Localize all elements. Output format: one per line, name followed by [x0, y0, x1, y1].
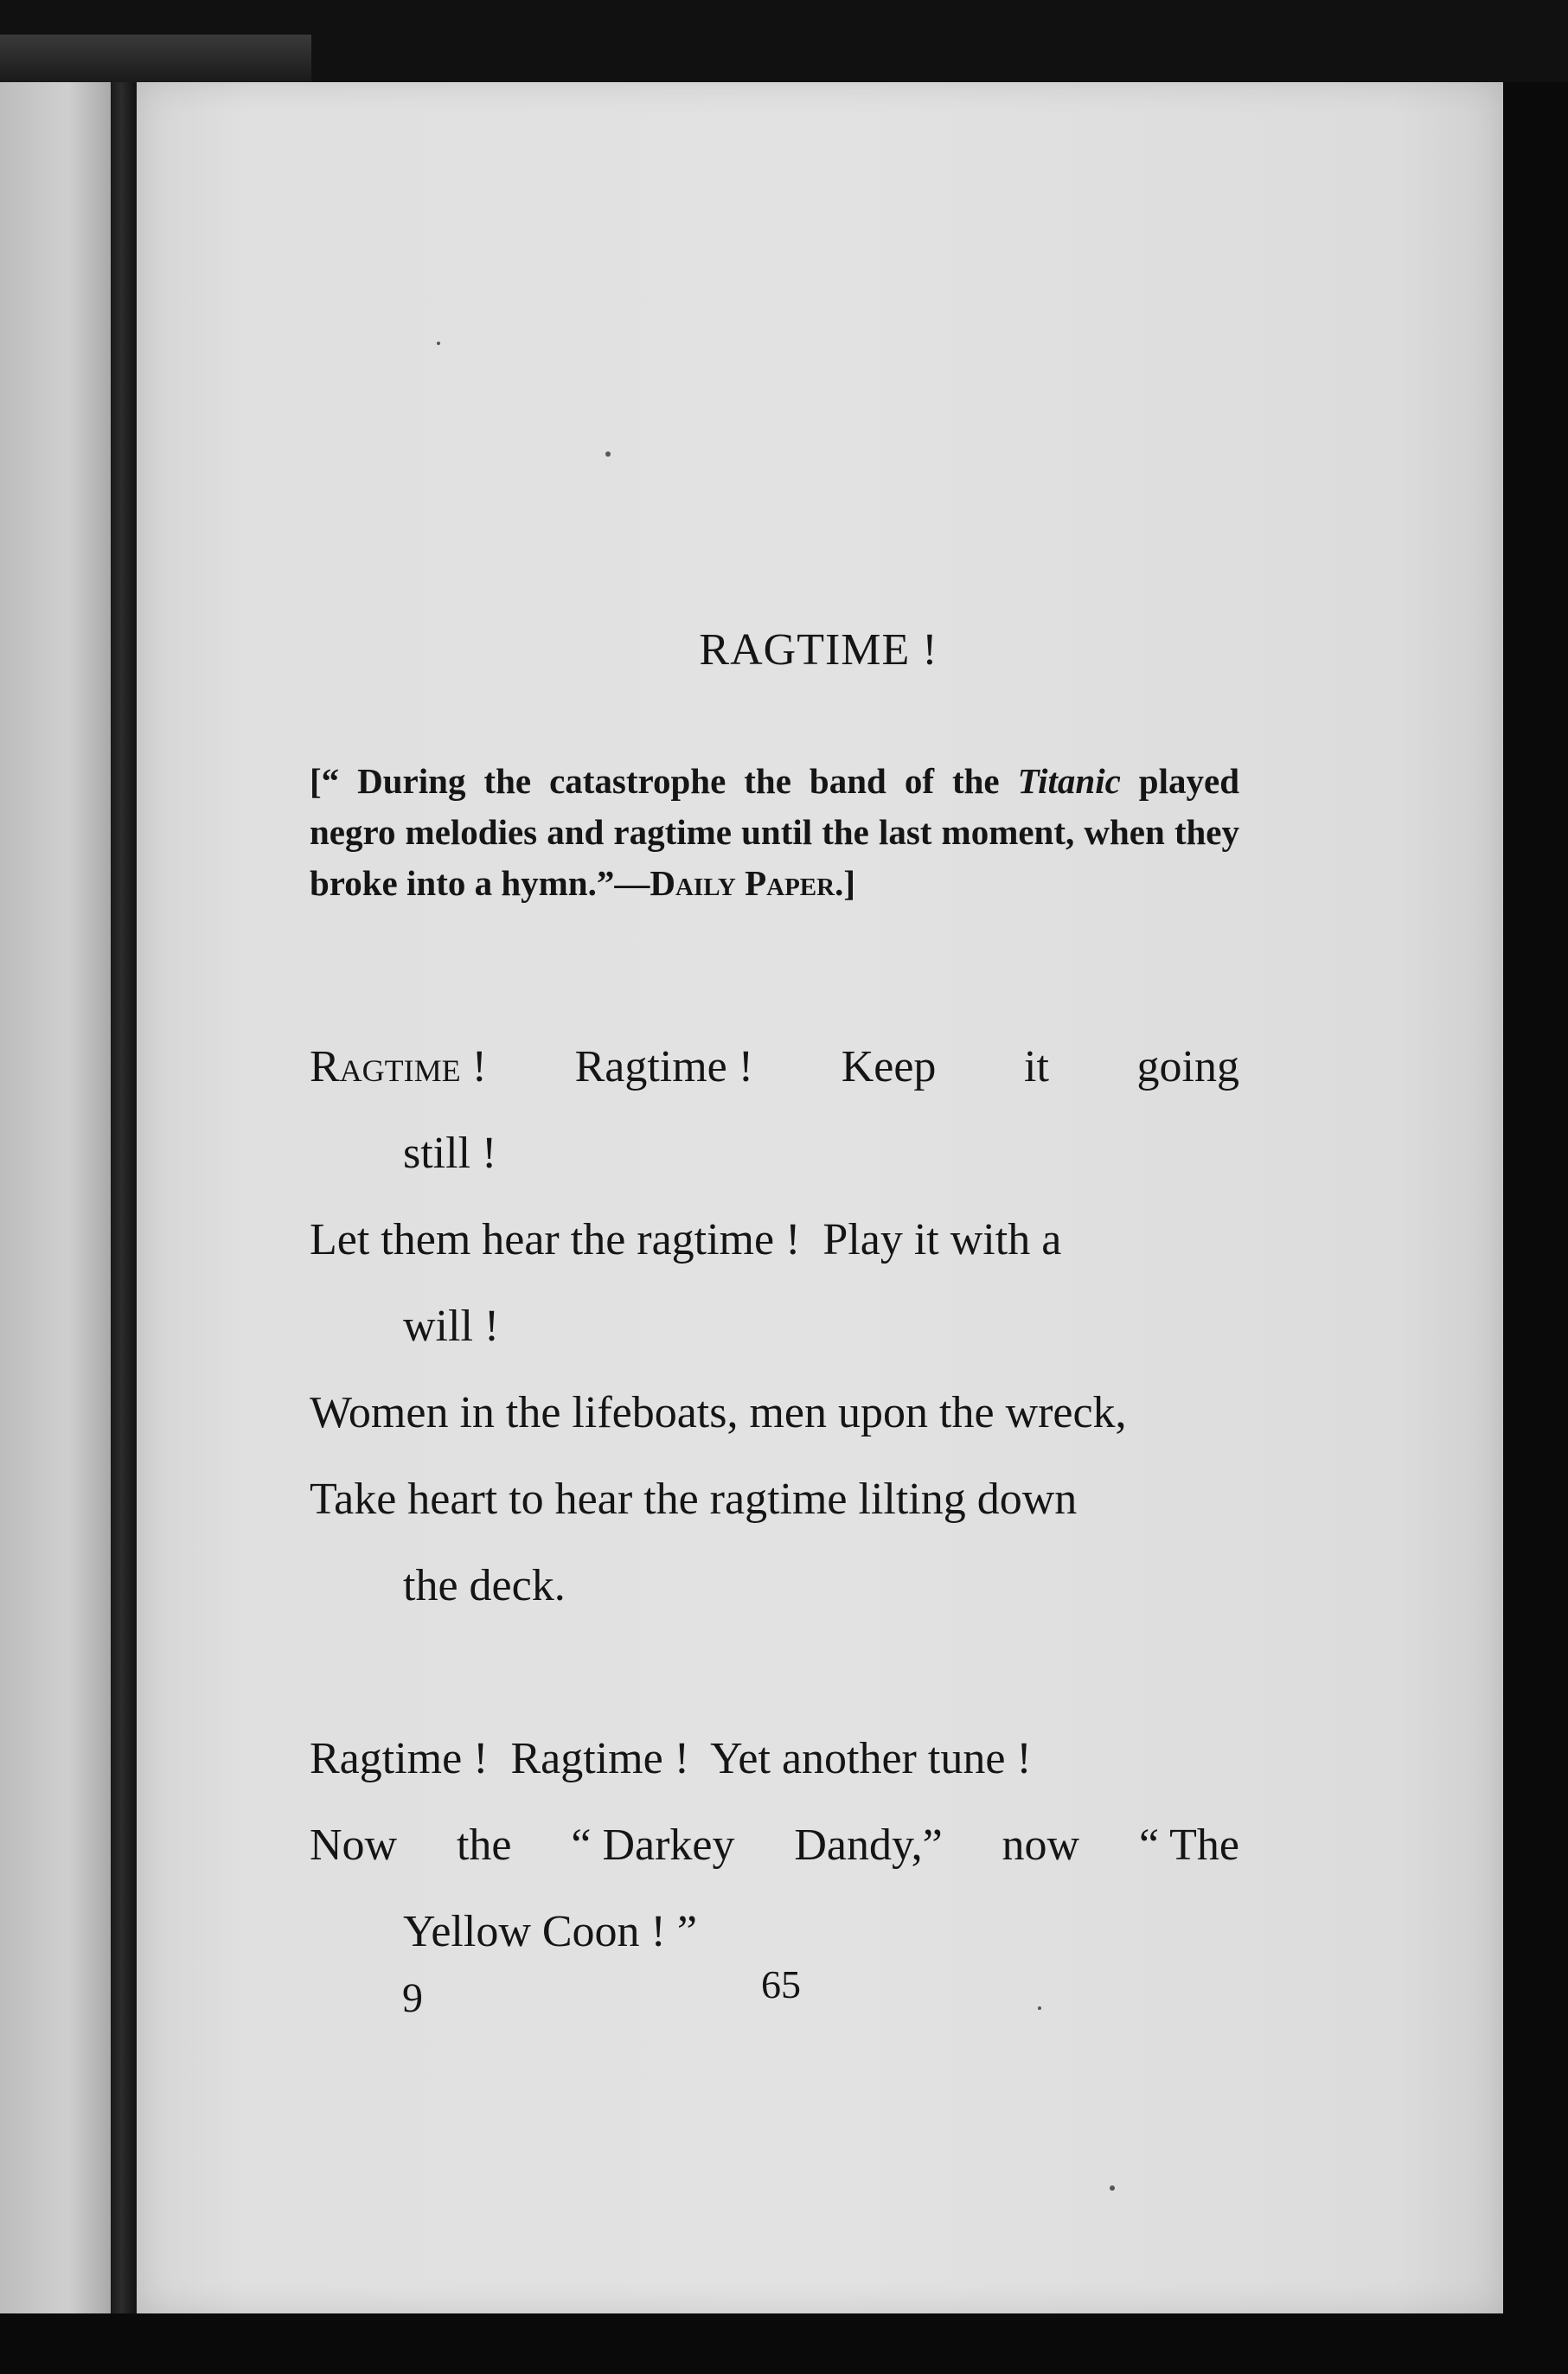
epigraph-text-start: [“ During the catastrophe the band of the [310, 761, 1018, 801]
stanza2-line2 [310, 1820, 1239, 1872]
epigraph-close: .] [835, 863, 855, 903]
stanza2-line2-continuation: Yellow Coon ! ” [403, 1907, 697, 1956]
stanza1-line2-continuation: will ! [403, 1302, 500, 1351]
stanza1-line4-continuation: the deck. [403, 1561, 566, 1610]
epigraph-source: Daily Paper [650, 863, 835, 903]
stanza2-line1: Ragtime ! Ragtime ! Yet another tune ! [310, 1734, 1032, 1783]
facing-page-edge [0, 82, 112, 2313]
stanza1-line3: Women in the lifeboats, men upon the wreck, [310, 1388, 1127, 1437]
stanza1-line1 [310, 1041, 1239, 1093]
verse-word: now [1002, 1820, 1080, 1870]
book-page [137, 82, 1503, 2313]
verse-word: “ The [1138, 1820, 1239, 1870]
stanza1-line1-continuation: still ! [403, 1129, 497, 1178]
page-number: 65 [761, 1962, 801, 2006]
verse-word: “ Darkey [571, 1820, 735, 1870]
scan-bottom-edge [0, 2313, 1568, 2374]
stanza1-line4: Take heart to hear the ragtime lilting down [310, 1475, 1078, 1524]
epigraph [310, 756, 1239, 909]
verse-word: Ragtime ! [310, 1042, 487, 1091]
verse-word: the [456, 1820, 512, 1870]
signature-mark: 9 [402, 1975, 423, 2021]
verse-word: Keep [841, 1042, 937, 1091]
stanza1-line2: Let them hear the ragtime ! Play it with a [310, 1215, 1062, 1264]
epigraph-ship-name: Titanic [1017, 761, 1121, 801]
verse-word: Dandy,” [794, 1820, 943, 1870]
book-gutter [111, 82, 137, 2313]
epigraph-text-end: played negro melodies and ragtime until the last moment, when they broke into a hymn.”— [310, 761, 1239, 903]
poem-title: RAGTIME ! [699, 625, 938, 675]
verse-word: Now [310, 1820, 398, 1870]
scan-top-strip [0, 35, 311, 82]
verse-word: going [1136, 1042, 1239, 1091]
verse-word: Ragtime ! [574, 1042, 754, 1091]
verse-word: it [1024, 1042, 1049, 1091]
scan-right-edge [1503, 82, 1568, 2313]
